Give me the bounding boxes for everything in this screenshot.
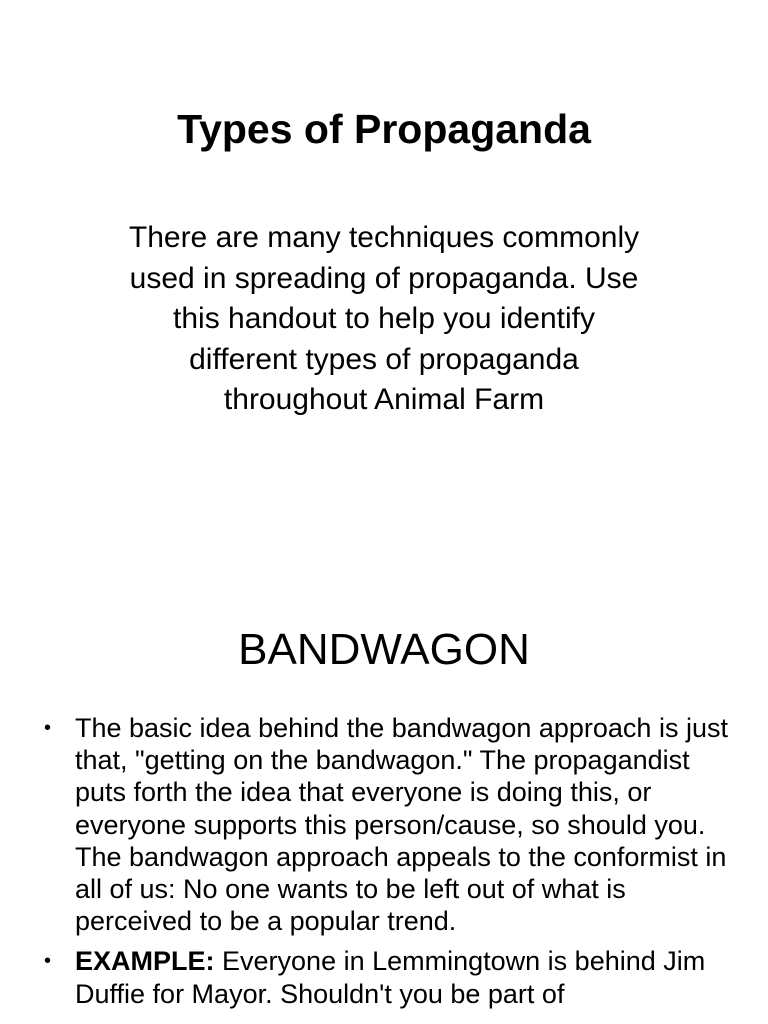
bullet-text: Everyone in Lemmingtown is behind Jim Duffie for Mayor. Shouldn't you be part of xyxy=(75,946,706,1009)
bullet-marker: • xyxy=(44,950,52,973)
bullet-list xyxy=(44,712,744,1018)
bullet-text: The basic idea behind the bandwagon approach is just that, "getting on the bandwagon." The propagandist puts forth the idea that everyone is doing this, or everyone supports this person/cause, so should you. The bandwagon approach appeals to the conformist in all of us: No one wants to be left out of what is perceived to be a popular trend. xyxy=(75,713,728,937)
bullet-item xyxy=(44,712,744,937)
slide-bandwagon xyxy=(0,576,768,1024)
example-label: EXAMPLE: xyxy=(75,946,215,977)
section-heading: BANDWAGON xyxy=(238,625,530,674)
bullet-item xyxy=(44,945,744,1009)
page-title: Types of Propaganda xyxy=(177,106,591,152)
bullet-marker: • xyxy=(44,717,52,739)
intro-paragraph: There are many techniques commonly used in spreading of propaganda. Use this handout to help you identify different types of propaganda throughout Animal Farm xyxy=(128,221,640,416)
